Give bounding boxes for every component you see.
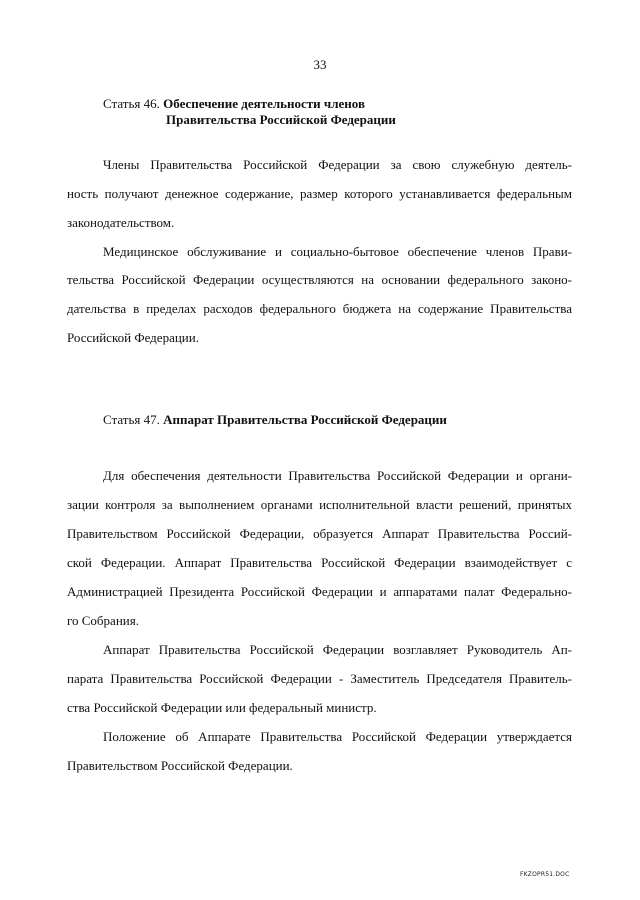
article-46-line-2: ность получают денежное содержание, размер которого устанавливается федеральным <box>67 186 572 201</box>
article-46-line-4: Медицинское обслуживание и социально-бытовое обеспечение членов Прави- <box>103 244 572 259</box>
article-47-number: Статья 47. <box>103 412 160 427</box>
article-47-line-10: Положение об Аппарате Правительства Российской Федерации утверждается <box>103 729 572 744</box>
article-47-line-6: го Собрания. <box>67 613 139 628</box>
article-47-line-11: Правительством Российской Федерации. <box>67 758 293 773</box>
article-46-line-1: Члены Правительства Российской Федерации за свою служебную деятель- <box>103 157 572 172</box>
article-47-title: Аппарат Правительства Российской Федерации <box>163 412 447 427</box>
article-47-line-9: ства Российской Федерации или федеральный министр. <box>67 700 377 715</box>
footer-file-code: FKZOPR51.DOC <box>520 871 570 878</box>
article-47-line-4: ской Федерации. Аппарат Правительства Российской Федерации взаимодействует с <box>67 555 572 570</box>
article-47-heading <box>103 412 447 428</box>
article-47-line-1: Для обеспечения деятельности Правительства Российской Федерации и органи- <box>103 468 572 483</box>
article-47-line-8: парата Правительства Российской Федерации - Заместитель Председателя Правитель- <box>67 671 572 686</box>
article-46-line-3: законодательством. <box>67 215 175 230</box>
article-47-line-2: зации контроля за выполнением органами исполнительной власти решений, принятых <box>67 497 572 512</box>
page-number: 33 <box>313 57 327 72</box>
article-47-line-7: Аппарат Правительства Российской Федерации возглавляет Руководитель Ап- <box>103 642 572 657</box>
article-46-number: Статья 46. <box>103 96 160 111</box>
article-46-line-5: тельства Российской Федерации осуществляются на основании федерального законо- <box>67 272 572 287</box>
article-46-line-6: дательства в пределах расходов федерального бюджета на содержание Правительства <box>67 301 572 316</box>
article-46-line-7: Российской Федерации. <box>67 330 199 345</box>
article-47-line-5: Администрацией Президента Российской Федерации и аппаратами палат Федерально- <box>67 584 572 599</box>
article-46-heading <box>103 96 396 128</box>
article-47-line-3: Правительством Российской Федерации, образуется Аппарат Правительства Россий- <box>67 526 572 541</box>
article-46-title-line1: Обеспечение деятельности членов <box>163 96 365 111</box>
article-46-title-line2: Правительства Российской Федерации <box>166 112 396 127</box>
